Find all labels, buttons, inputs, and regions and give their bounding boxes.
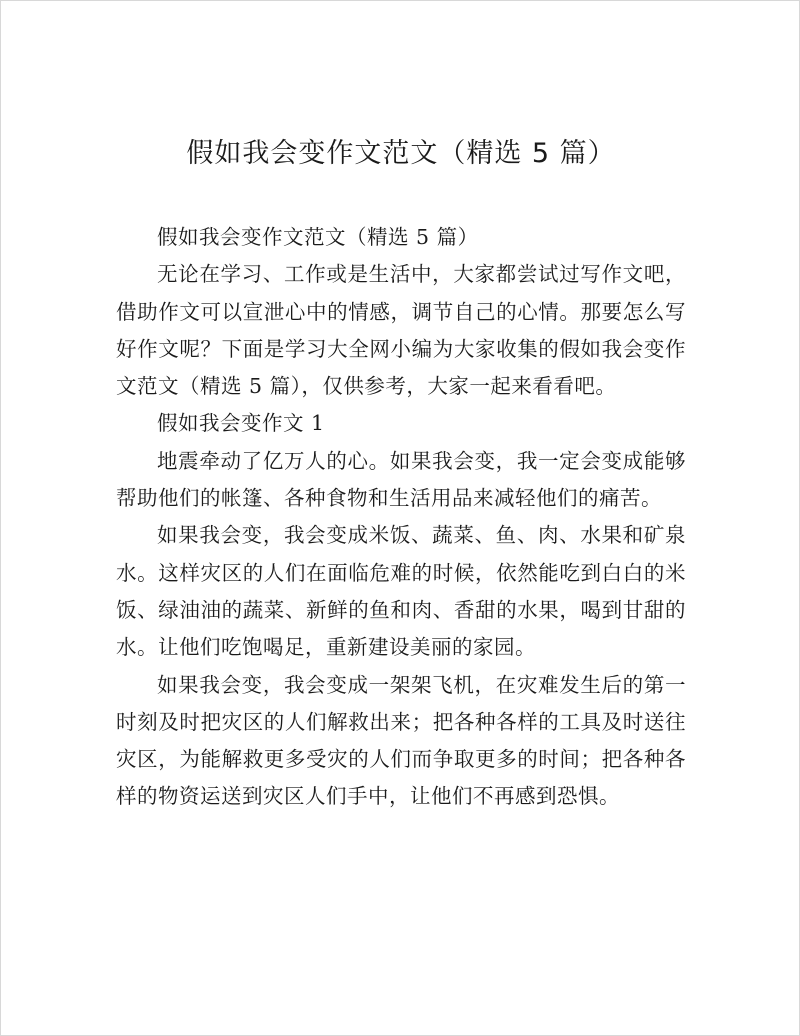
paragraph-intro: 无论在学习、工作或是生活中，大家都尝试过写作文吧，借助作文可以宣泄心中的情感，调节自己的心情。那要怎么写好作文呢？下面是学习大全网小编为大家收集的假如我会变作文范文（精选 5 篇），仅供参考，大家一起来看看吧。 xyxy=(116,262,686,399)
document-title: 假如我会变作文范文（精选 5 篇） xyxy=(186,138,616,169)
paragraph: 如果我会变，我会变成一架架飞机，在灾难发生后的第一时刻及时把灾区的人们解救出来；把各种各样的工具及时送往灾区，为能解救更多受灾的人们而争取更多的时间；把各种各样的物资运送到灾区人们手中，让他们不再感到恐惧。 xyxy=(116,672,686,809)
paragraph-subtitle: 假如我会变作文范文（精选 5 篇） xyxy=(157,225,479,249)
paragraph: 地震牵动了亿万人的心。如果我会变，我一定会变成能够帮助他们的帐篷、各种食物和生活用品来减轻他们的痛苦。 xyxy=(116,448,686,511)
document-body xyxy=(116,219,686,816)
section-heading: 假如我会变作文 1 xyxy=(157,411,325,436)
paragraph: 如果我会变，我会变成米饭、蔬菜、鱼、肉、水果和矿泉水。这样灾区的人们在面临危难的时候，依然能吃到白白的米饭、绿油油的蔬菜、新鲜的鱼和肉、香甜的水果，喝到甘甜的水。让他们吃饱喝足，重新建设美丽的家园。 xyxy=(116,523,686,660)
